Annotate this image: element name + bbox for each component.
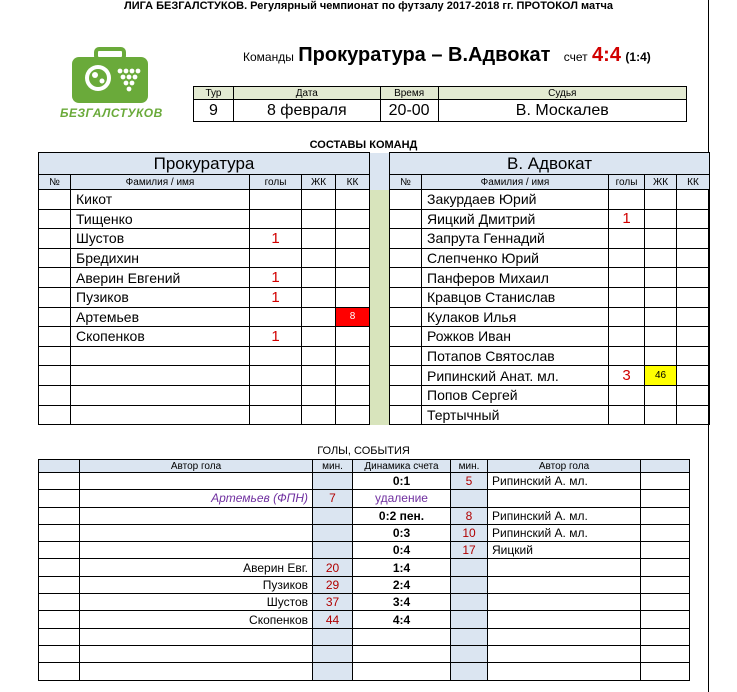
home-player-number <box>39 346 71 366</box>
home-player-red-card <box>336 385 370 405</box>
away-player-red-card <box>677 287 710 307</box>
away-player-number <box>390 229 422 249</box>
away-player-goals: 1 <box>609 209 645 229</box>
away-player-goals <box>609 385 645 405</box>
home-goal-author: Шустов <box>80 594 313 611</box>
away-player-red-card <box>677 209 710 229</box>
away-team-name: В. Адвокат <box>390 153 710 175</box>
home-player-name: Тищенко <box>71 209 250 229</box>
home-player-red-card <box>336 366 370 386</box>
away-player-goals <box>609 229 645 249</box>
away-player-name: Рожков Иван <box>422 327 609 347</box>
home-goal-author <box>80 542 313 559</box>
home-player-red-card <box>336 346 370 366</box>
referee-header: Судья <box>438 87 686 100</box>
home-player-name: Аверин Евгений <box>71 268 250 288</box>
final-score: 4:4 <box>592 44 621 66</box>
home-player-yellow-card <box>302 405 336 425</box>
home-goal-author: Пузиков <box>80 576 313 593</box>
home-player-name: Скопенков <box>71 327 250 347</box>
roster-separator <box>370 248 390 268</box>
event-blank <box>39 611 80 628</box>
event-blank <box>641 594 690 611</box>
away-goal-minute <box>451 576 488 593</box>
score-progression <box>353 645 451 662</box>
home-player-yellow-card <box>302 346 336 366</box>
home-player-yellow-card <box>302 209 336 229</box>
home-player-name: Пузиков <box>71 287 250 307</box>
roster-row <box>39 287 710 307</box>
goals-col-author-away: Автор гола <box>488 460 641 473</box>
home-goal-minute <box>313 663 353 680</box>
away-player-goals <box>609 248 645 268</box>
away-player-red-card <box>677 190 710 210</box>
event-blank <box>641 490 690 507</box>
roster-separator <box>370 287 390 307</box>
roster-row <box>39 346 710 366</box>
teams-label: Команды <box>243 50 294 64</box>
home-goal-author: Скопенков <box>80 611 313 628</box>
round-header: Тур <box>194 87 234 100</box>
away-goal-author <box>488 594 641 611</box>
home-player-goals <box>250 307 302 327</box>
away-player-yellow-card <box>645 248 677 268</box>
home-player-number <box>39 307 71 327</box>
roster-separator <box>370 405 390 425</box>
away-player-goals <box>609 307 645 327</box>
away-player-yellow-card <box>645 268 677 288</box>
home-goal-author: Артемьев (ФПН) <box>80 490 313 507</box>
away-player-name: Тертычный <box>422 405 609 425</box>
away-player-goals <box>609 346 645 366</box>
home-player-goals <box>250 190 302 210</box>
goals-title: ГОЛЫ, СОБЫТИЯ <box>317 445 410 457</box>
event-blank <box>39 490 80 507</box>
roster-row <box>39 229 710 249</box>
home-player-red-card <box>336 287 370 307</box>
event-row <box>39 663 690 680</box>
event-blank <box>39 576 80 593</box>
away-player-yellow-card <box>645 327 677 347</box>
home-player-name: Артемьев <box>71 307 250 327</box>
away-player-number <box>390 190 422 210</box>
away-player-number <box>390 268 422 288</box>
away-goal-author <box>488 559 641 576</box>
away-player-yellow-card <box>645 346 677 366</box>
home-player-goals: 1 <box>250 229 302 249</box>
event-row <box>39 524 690 541</box>
half-time-score: (1:4) <box>625 50 651 64</box>
home-player-yellow-card <box>302 268 336 288</box>
away-player-number <box>390 327 422 347</box>
away-player-yellow-card <box>645 385 677 405</box>
away-player-goals: 3 <box>609 366 645 386</box>
home-player-name: Шустов <box>71 229 250 249</box>
roster-separator <box>370 307 390 327</box>
away-player-name: Кулаков Илья <box>422 307 609 327</box>
score-progression: удаление <box>353 490 451 507</box>
home-goal-minute: 29 <box>313 576 353 593</box>
away-player-red-card <box>677 405 710 425</box>
home-goal-minute <box>313 645 353 662</box>
score-progression: 0:4 <box>353 542 451 559</box>
away-goal-minute <box>451 559 488 576</box>
home-player-number <box>39 287 71 307</box>
event-blank <box>641 576 690 593</box>
home-player-name <box>71 366 250 386</box>
away-goal-author: Рипинский А. мл. <box>488 524 641 541</box>
away-goal-author: Рипинский А. мл. <box>488 507 641 524</box>
away-goal-minute <box>451 490 488 507</box>
home-player-number <box>39 268 71 288</box>
event-blank <box>641 507 690 524</box>
home-goal-minute: 20 <box>313 559 353 576</box>
home-player-red-card <box>336 405 370 425</box>
roster-row <box>39 268 710 288</box>
roster-separator <box>370 153 390 175</box>
away-player-number <box>390 346 422 366</box>
away-player-number <box>390 385 422 405</box>
home-player-red-card <box>336 248 370 268</box>
event-blank <box>39 628 80 645</box>
away-player-yellow-card <box>645 190 677 210</box>
col-goals: голы <box>609 175 645 190</box>
home-goal-minute <box>313 524 353 541</box>
col-red: КК <box>677 175 710 190</box>
event-row <box>39 611 690 628</box>
home-player-goals <box>250 366 302 386</box>
away-player-number <box>390 248 422 268</box>
home-player-yellow-card <box>302 190 336 210</box>
event-row <box>39 594 690 611</box>
roster-separator <box>370 385 390 405</box>
col-name: Фамилия / имя <box>71 175 250 190</box>
score-progression: 0:3 <box>353 524 451 541</box>
home-goal-author <box>80 507 313 524</box>
home-player-number <box>39 405 71 425</box>
home-player-number <box>39 327 71 347</box>
home-player-number <box>39 366 71 386</box>
date-value: 8 февраля <box>233 100 380 122</box>
home-player-yellow-card <box>302 307 336 327</box>
col-number: № <box>39 175 71 190</box>
away-player-name: Панферов Михаил <box>422 268 609 288</box>
home-player-name <box>71 346 250 366</box>
away-player-goals <box>609 190 645 210</box>
date-header: Дата <box>233 87 380 100</box>
score-progression: 1:4 <box>353 559 451 576</box>
col-yellow: ЖК <box>645 175 677 190</box>
away-player-number <box>390 366 422 386</box>
event-blank <box>641 611 690 628</box>
away-goal-minute <box>451 663 488 680</box>
roster-row <box>39 209 710 229</box>
home-team-name: Прокуратура <box>39 153 370 175</box>
home-player-red-card <box>336 209 370 229</box>
home-player-name: Кикот <box>71 190 250 210</box>
away-player-name: Запрута Геннадий <box>422 229 609 249</box>
col-name: Фамилия / имя <box>422 175 609 190</box>
home-goal-minute <box>313 542 353 559</box>
away-goal-minute <box>451 611 488 628</box>
col-number: № <box>390 175 422 190</box>
roster-row <box>39 190 710 210</box>
away-player-yellow-card: 46 <box>645 366 677 386</box>
away-player-number <box>390 209 422 229</box>
away-player-name: Потапов Святослав <box>422 346 609 366</box>
home-player-goals <box>250 405 302 425</box>
away-player-red-card <box>677 229 710 249</box>
roster-separator <box>370 327 390 347</box>
away-goal-minute <box>451 594 488 611</box>
roster-separator <box>370 175 390 190</box>
away-goal-minute <box>451 645 488 662</box>
away-player-goals <box>609 287 645 307</box>
match-title-line <box>243 44 651 67</box>
home-goal-minute: 37 <box>313 594 353 611</box>
home-player-goals <box>250 385 302 405</box>
home-player-name: Бредихин <box>71 248 250 268</box>
away-goal-minute: 5 <box>451 473 488 490</box>
home-goal-author <box>80 524 313 541</box>
away-goal-author: Яицкий <box>488 542 641 559</box>
home-player-goals <box>250 209 302 229</box>
away-goal-minute <box>451 628 488 645</box>
goals-table <box>38 459 690 681</box>
away-goal-author <box>488 628 641 645</box>
away-goal-minute: 17 <box>451 542 488 559</box>
goals-col-blank <box>641 460 690 473</box>
home-goal-author <box>80 473 313 490</box>
home-player-yellow-card <box>302 248 336 268</box>
away-goal-author <box>488 576 641 593</box>
home-player-red-card <box>336 229 370 249</box>
home-player-yellow-card <box>302 327 336 347</box>
event-blank <box>641 542 690 559</box>
time-header: Время <box>380 87 438 100</box>
away-player-name: Закурдаев Юрий <box>422 190 609 210</box>
home-player-red-card <box>336 327 370 347</box>
away-player-name: Яицкий Дмитрий <box>422 209 609 229</box>
roster-row <box>39 405 710 425</box>
away-player-number <box>390 287 422 307</box>
roster-row <box>39 366 710 386</box>
score-progression: 3:4 <box>353 594 451 611</box>
away-goal-minute: 10 <box>451 524 488 541</box>
away-player-yellow-card <box>645 229 677 249</box>
score-progression <box>353 628 451 645</box>
home-player-number <box>39 248 71 268</box>
home-player-number <box>39 190 71 210</box>
roster-separator <box>370 190 390 210</box>
event-row <box>39 490 690 507</box>
away-goal-author <box>488 611 641 628</box>
away-player-name: Рипинский Анат. мл. <box>422 366 609 386</box>
away-player-yellow-card <box>645 307 677 327</box>
event-blank <box>39 559 80 576</box>
event-blank <box>641 473 690 490</box>
home-player-red-card: 8 <box>336 307 370 327</box>
home-player-name <box>71 405 250 425</box>
away-player-name: Попов Сергей <box>422 385 609 405</box>
away-player-goals <box>609 405 645 425</box>
event-blank <box>641 663 690 680</box>
away-player-goals <box>609 268 645 288</box>
match-info-table <box>193 86 687 122</box>
home-player-goals: 1 <box>250 327 302 347</box>
away-player-red-card <box>677 366 710 386</box>
event-blank <box>39 663 80 680</box>
roster-separator <box>370 268 390 288</box>
event-row <box>39 628 690 645</box>
home-goal-author <box>80 645 313 662</box>
away-player-red-card <box>677 307 710 327</box>
home-goal-minute <box>313 507 353 524</box>
event-blank <box>39 507 80 524</box>
home-player-goals: 1 <box>250 287 302 307</box>
home-player-goals <box>250 248 302 268</box>
home-goal-author: Аверин Евг. <box>80 559 313 576</box>
event-blank <box>39 473 80 490</box>
goals-col-author-home: Автор гола <box>80 460 313 473</box>
event-row <box>39 559 690 576</box>
roster-row <box>39 327 710 347</box>
home-player-number <box>39 385 71 405</box>
roster-row <box>39 248 710 268</box>
event-blank <box>39 542 80 559</box>
away-player-goals <box>609 327 645 347</box>
rosters-table <box>38 152 710 425</box>
score-progression <box>353 663 451 680</box>
event-blank <box>39 645 80 662</box>
roster-separator <box>370 346 390 366</box>
away-player-red-card <box>677 248 710 268</box>
home-player-number <box>39 229 71 249</box>
home-goal-author <box>80 663 313 680</box>
referee-value: В. Москалев <box>438 100 686 122</box>
goals-col-score: Динамика счета <box>353 460 451 473</box>
score-progression: 0:2 пен. <box>353 507 451 524</box>
event-blank <box>39 594 80 611</box>
home-player-goals: 1 <box>250 268 302 288</box>
away-player-yellow-card <box>645 209 677 229</box>
away-player-yellow-card <box>645 287 677 307</box>
home-player-goals <box>250 346 302 366</box>
col-red: КК <box>336 175 370 190</box>
document-header: ЛИГА БЕЗГАЛСТУКОВ. Регулярный чемпионат по футзалу 2017-2018 гг. ПРОТОКОЛ матча <box>123 0 613 12</box>
away-player-red-card <box>677 346 710 366</box>
event-blank <box>641 524 690 541</box>
round-value: 9 <box>194 100 234 122</box>
away-player-name: Слепченко Юрий <box>422 248 609 268</box>
goals-col-min-away: мин. <box>451 460 488 473</box>
away-player-number <box>390 405 422 425</box>
away-goal-author <box>488 490 641 507</box>
roster-separator <box>370 366 390 386</box>
away-player-red-card <box>677 385 710 405</box>
event-row <box>39 542 690 559</box>
match-title: Прокуратура – В.Адвокат <box>298 44 551 66</box>
home-player-yellow-card <box>302 366 336 386</box>
home-player-name <box>71 385 250 405</box>
away-player-yellow-card <box>645 405 677 425</box>
away-goal-minute: 8 <box>451 507 488 524</box>
away-goal-author: Рипинский А. мл. <box>488 473 641 490</box>
event-blank <box>641 628 690 645</box>
home-goal-minute <box>313 628 353 645</box>
roster-separator <box>370 229 390 249</box>
event-row <box>39 473 690 490</box>
event-blank <box>39 524 80 541</box>
score-progression: 0:1 <box>353 473 451 490</box>
goals-col-blank <box>39 460 80 473</box>
away-player-red-card <box>677 268 710 288</box>
col-goals: голы <box>250 175 302 190</box>
away-player-number <box>390 307 422 327</box>
roster-row <box>39 385 710 405</box>
event-row <box>39 507 690 524</box>
home-goal-minute: 44 <box>313 611 353 628</box>
score-label: счет <box>563 50 588 64</box>
event-row <box>39 576 690 593</box>
away-goal-author <box>488 663 641 680</box>
away-player-name: Кравцов Станислав <box>422 287 609 307</box>
score-progression: 4:4 <box>353 611 451 628</box>
home-goal-author <box>80 628 313 645</box>
home-player-number <box>39 209 71 229</box>
rosters-title: СОСТАВЫ КОМАНД <box>309 139 418 151</box>
home-goal-minute <box>313 473 353 490</box>
home-goal-minute: 7 <box>313 490 353 507</box>
home-player-red-card <box>336 190 370 210</box>
goals-col-min-home: мин. <box>313 460 353 473</box>
home-player-yellow-card <box>302 229 336 249</box>
time-value: 20-00 <box>380 100 438 122</box>
score-progression: 2:4 <box>353 576 451 593</box>
event-blank <box>641 559 690 576</box>
home-player-red-card <box>336 268 370 288</box>
event-row <box>39 645 690 662</box>
away-player-red-card <box>677 327 710 347</box>
away-goal-author <box>488 645 641 662</box>
roster-row <box>39 307 710 327</box>
logo-text: БЕЗГАЛСТУКОВ <box>60 106 163 120</box>
event-blank <box>641 645 690 662</box>
home-player-yellow-card <box>302 385 336 405</box>
roster-separator <box>370 209 390 229</box>
col-yellow: ЖК <box>302 175 336 190</box>
home-player-yellow-card <box>302 287 336 307</box>
